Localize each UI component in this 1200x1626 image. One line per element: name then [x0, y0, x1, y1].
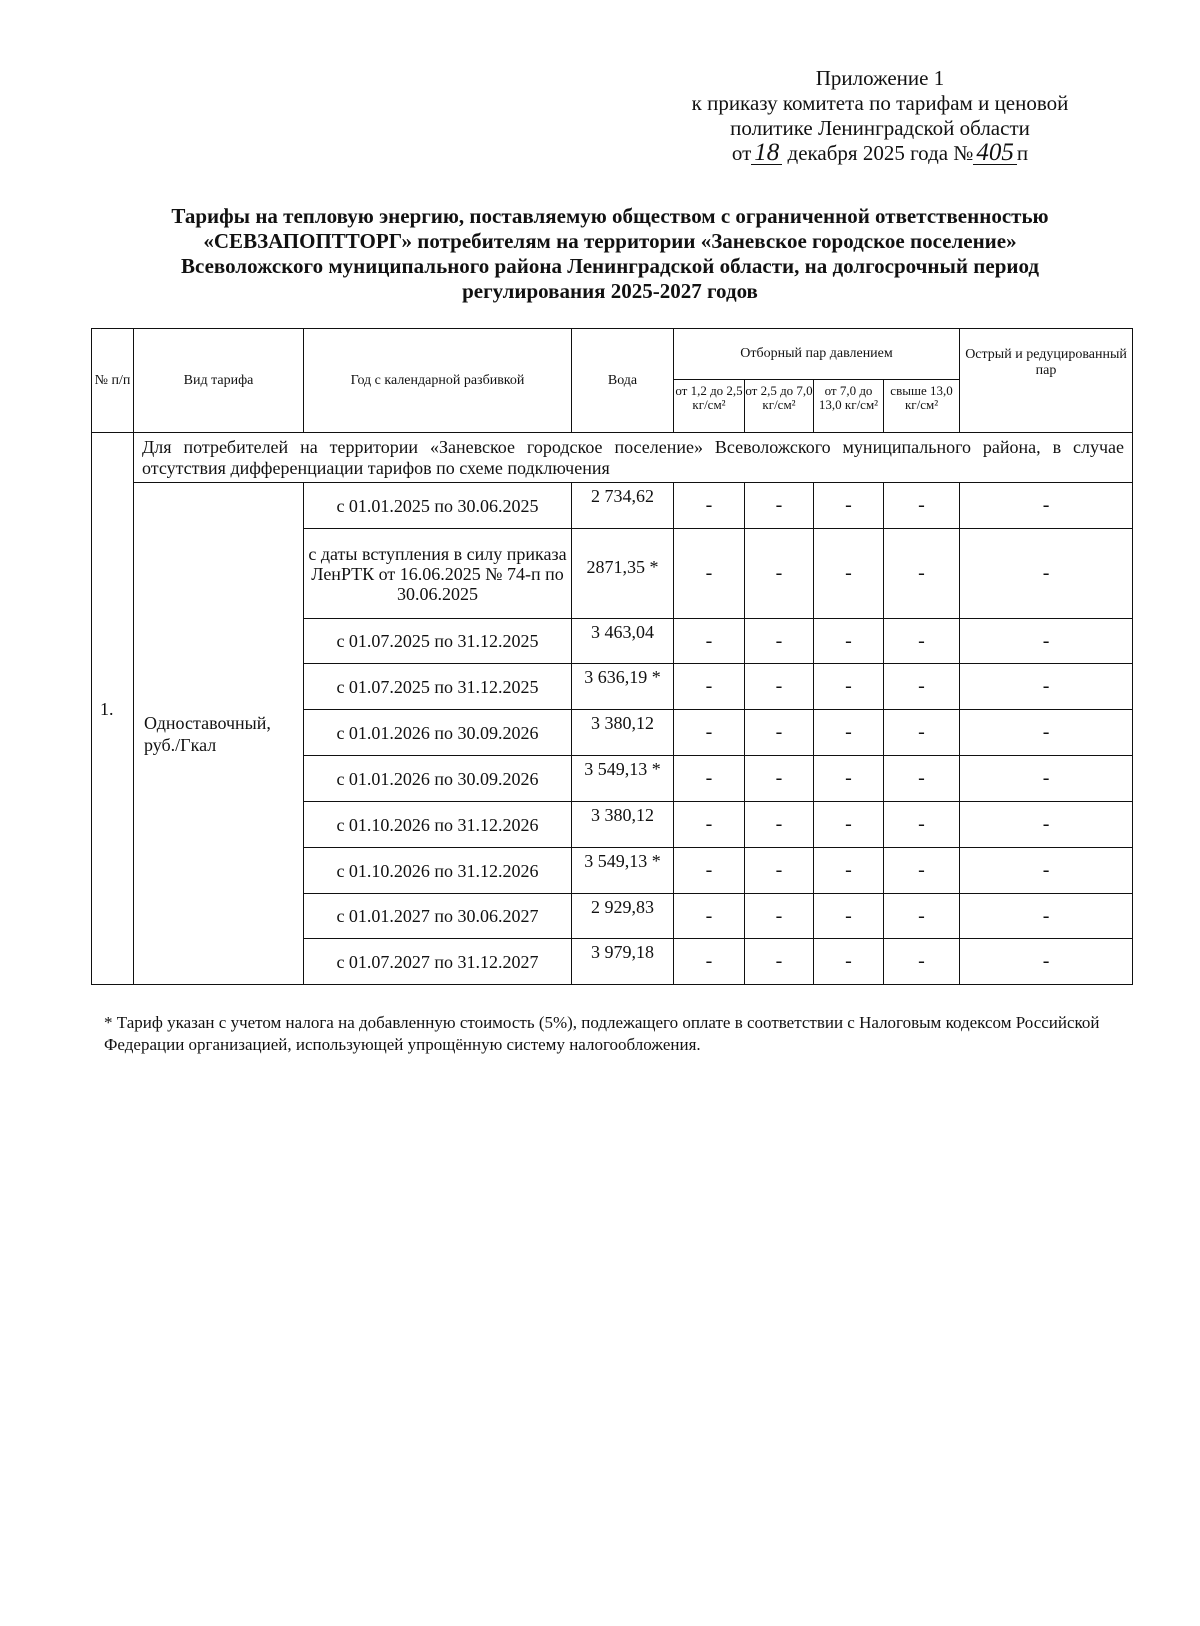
- dash-cell: -: [745, 802, 814, 848]
- tariff-type: Одноставочный, руб./Гкал: [134, 483, 304, 985]
- water-value: 2 929,83: [572, 894, 674, 939]
- dash-cell: -: [884, 894, 960, 939]
- dash-cell: -: [674, 664, 745, 710]
- order-number: 405: [973, 142, 1017, 165]
- dash-cell: -: [814, 710, 884, 756]
- appendix-line-2: к приказу комитета по тарифам и ценовой: [691, 91, 1069, 115]
- water-value: 3 380,12: [572, 710, 674, 756]
- dash-cell: -: [745, 483, 814, 529]
- dash-cell: -: [674, 483, 745, 529]
- dash-cell: -: [745, 710, 814, 756]
- group-row: [92, 433, 1133, 483]
- period-cell: с 01.10.2026 по 31.12.2026: [304, 848, 572, 894]
- water-value: 3 636,19 *: [572, 664, 674, 710]
- order-number-suffix: п: [1016, 141, 1029, 165]
- dash-cell: -: [960, 894, 1133, 939]
- appendix-line-3: политике Ленинградской области: [730, 116, 1030, 140]
- dash-cell: -: [745, 619, 814, 664]
- title-line-3: Всеволожского муниципального района Ленинградской области, на долгосрочный период: [180, 254, 1039, 278]
- dash-cell: -: [674, 619, 745, 664]
- dash-cell: -: [884, 848, 960, 894]
- dash-cell: -: [674, 802, 745, 848]
- tariff-table: [91, 328, 1133, 985]
- row-number: 1.: [92, 433, 134, 985]
- header-sharp-steam: Острый и редуцированный пар: [960, 329, 1133, 433]
- date-prefix: от: [731, 141, 752, 165]
- dash-cell: -: [884, 529, 960, 619]
- dash-cell: -: [884, 664, 960, 710]
- appendix-header: [640, 66, 1120, 166]
- header-row-1: [92, 329, 1133, 380]
- dash-cell: -: [814, 529, 884, 619]
- appendix-date-line: [640, 141, 1120, 166]
- header-water: Вода: [572, 329, 674, 433]
- period-cell: с 01.01.2025 по 30.06.2025: [304, 483, 572, 529]
- period-cell: с 01.10.2026 по 31.12.2026: [304, 802, 572, 848]
- dash-cell: -: [674, 756, 745, 802]
- dash-cell: -: [745, 664, 814, 710]
- title-line-1: Тарифы на тепловую энергию, поставляемую обществом с ограниченной ответственностью: [171, 204, 1049, 228]
- dash-cell: -: [960, 848, 1133, 894]
- group-description: Для потребителей на территории «Заневское городское поселение» Всеволожского муниципального района, в случае отсутствия дифференциации тарифов по схеме подключения: [134, 433, 1133, 483]
- header-year: Год с календарной разбивкой: [304, 329, 572, 433]
- dash-cell: -: [674, 939, 745, 985]
- dash-cell: -: [960, 529, 1133, 619]
- period-cell: с 01.01.2026 по 30.09.2026: [304, 756, 572, 802]
- dash-cell: -: [884, 619, 960, 664]
- header-steam-1: от 1,2 до 2,5 кг/см²: [674, 380, 745, 433]
- dash-cell: -: [814, 619, 884, 664]
- dash-cell: -: [884, 939, 960, 985]
- water-value: 3 979,18: [572, 939, 674, 985]
- document-title: [95, 204, 1125, 304]
- dash-cell: -: [960, 802, 1133, 848]
- water-value: 2 734,62: [572, 483, 674, 529]
- period-cell: с 01.07.2025 по 31.12.2025: [304, 664, 572, 710]
- period-cell: с 01.01.2026 по 30.09.2026: [304, 710, 572, 756]
- period-cell: с 01.07.2025 по 31.12.2025: [304, 619, 572, 664]
- dash-cell: -: [814, 939, 884, 985]
- header-tariff-type: Вид тарифа: [134, 329, 304, 433]
- dash-cell: -: [884, 802, 960, 848]
- water-value: 3 380,12: [572, 802, 674, 848]
- dash-cell: -: [745, 529, 814, 619]
- order-day: 18: [751, 142, 782, 165]
- dash-cell: -: [960, 619, 1133, 664]
- dash-cell: -: [960, 710, 1133, 756]
- water-value: 3 549,13 *: [572, 848, 674, 894]
- dash-cell: -: [960, 756, 1133, 802]
- dash-cell: -: [814, 483, 884, 529]
- table-row: [92, 483, 1133, 529]
- dash-cell: -: [814, 894, 884, 939]
- footnote: * Тариф указан с учетом налога на добавленную стоимость (5%), подлежащего оплате в соответствии с Налоговым кодексом Российской Федерации организацией, использующей упрощённую систему налогообложения.: [104, 1013, 1100, 1054]
- dash-cell: -: [960, 939, 1133, 985]
- header-steam: Отборный пар давлением: [674, 329, 960, 380]
- dash-cell: -: [745, 848, 814, 894]
- water-value: 2871,35 *: [572, 529, 674, 619]
- dash-cell: -: [745, 939, 814, 985]
- dash-cell: -: [884, 710, 960, 756]
- header-steam-2: от 2,5 до 7,0 кг/см²: [745, 380, 814, 433]
- dash-cell: -: [960, 664, 1133, 710]
- water-value: 3 463,04: [572, 619, 674, 664]
- dash-cell: -: [814, 848, 884, 894]
- dash-cell: -: [674, 894, 745, 939]
- dash-cell: -: [814, 664, 884, 710]
- period-cell: с даты вступления в силу приказа ЛенРТК от 16.06.2025 № 74-п по 30.06.2025: [304, 529, 572, 619]
- dash-cell: -: [884, 756, 960, 802]
- title-line-4: регулирования 2025-2027 годов: [462, 279, 758, 303]
- date-middle: декабря 2025 года №: [787, 141, 974, 165]
- dash-cell: -: [745, 756, 814, 802]
- header-steam-3: от 7,0 до 13,0 кг/см²: [814, 380, 884, 433]
- dash-cell: -: [960, 483, 1133, 529]
- dash-cell: -: [674, 529, 745, 619]
- dash-cell: -: [674, 710, 745, 756]
- water-value: 3 549,13 *: [572, 756, 674, 802]
- period-cell: с 01.01.2027 по 30.06.2027: [304, 894, 572, 939]
- appendix-line-1: Приложение 1: [815, 66, 945, 90]
- dash-cell: -: [674, 848, 745, 894]
- header-num: № п/п: [92, 329, 134, 433]
- dash-cell: -: [814, 802, 884, 848]
- header-steam-4: свыше 13,0 кг/см²: [884, 380, 960, 433]
- period-cell: с 01.07.2027 по 31.12.2027: [304, 939, 572, 985]
- dash-cell: -: [884, 483, 960, 529]
- title-line-2: «СЕВЗАПОПТТОРГ» потребителям на территории «Заневское городское поселение»: [203, 229, 1017, 253]
- dash-cell: -: [745, 894, 814, 939]
- dash-cell: -: [814, 756, 884, 802]
